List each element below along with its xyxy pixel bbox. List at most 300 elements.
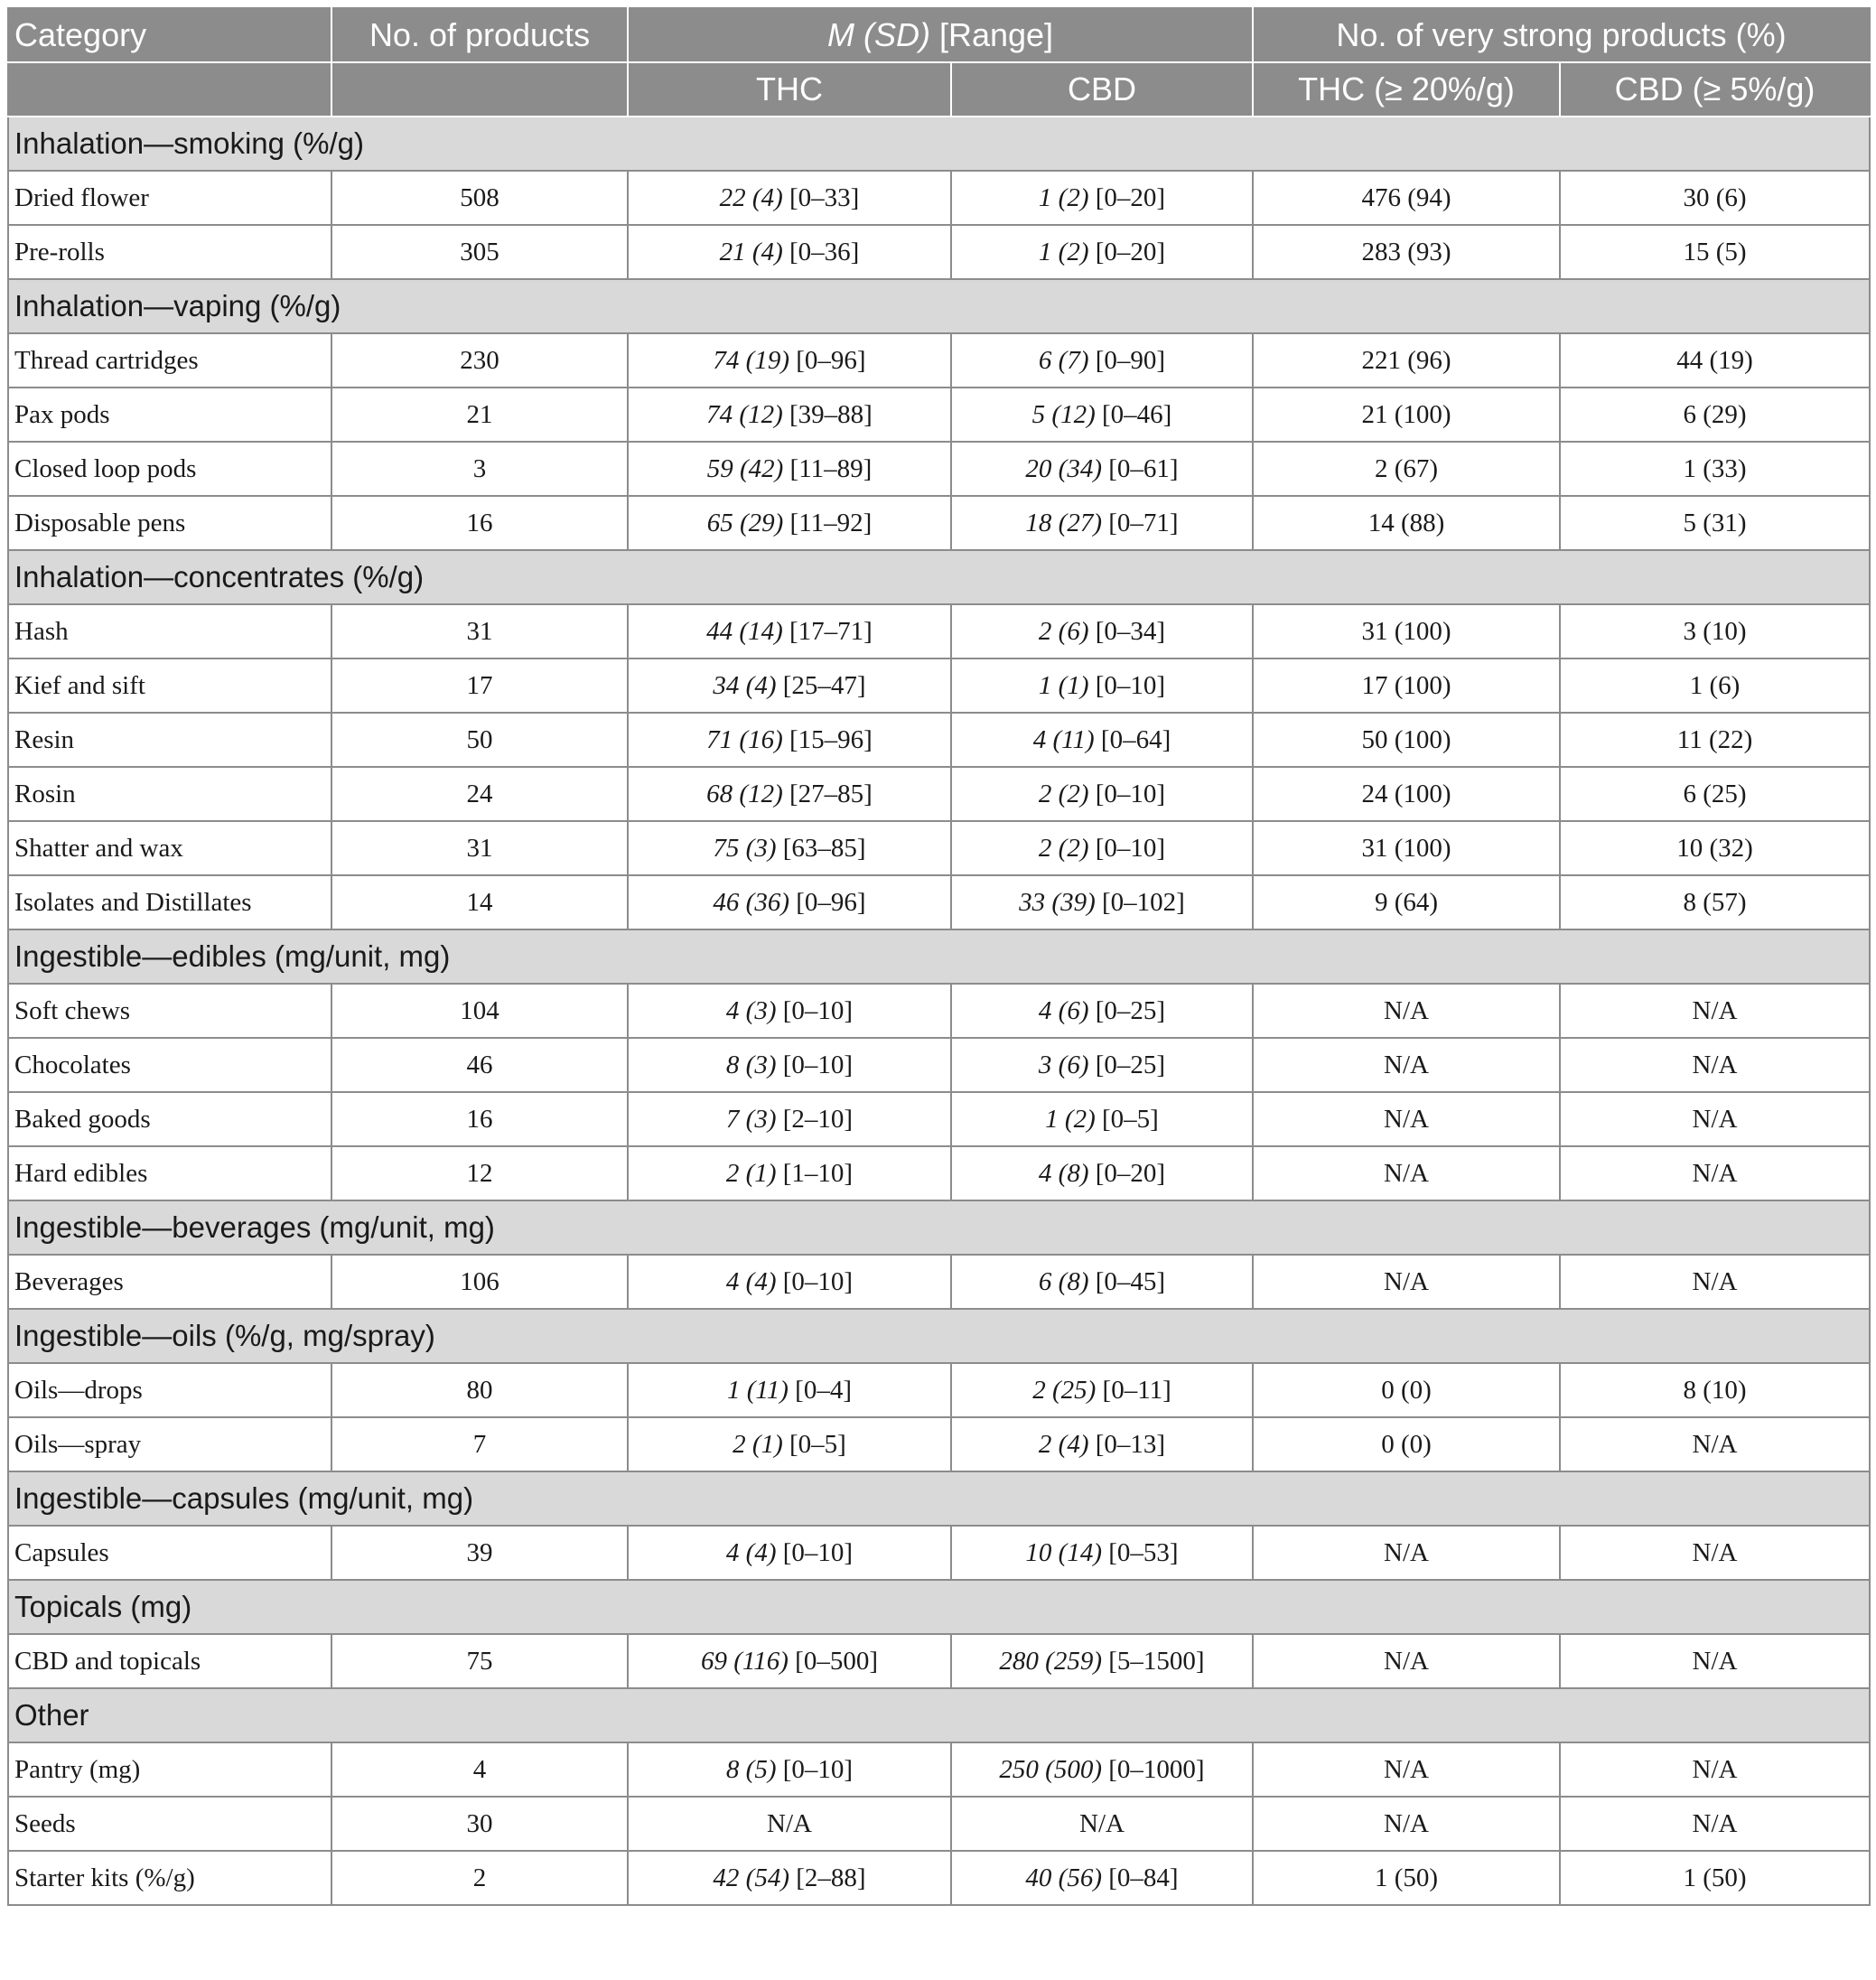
- cbd-mean: 10: [1025, 1537, 1052, 1567]
- section-title: Other: [8, 1688, 1870, 1742]
- thc-strong-cell: N/A: [1253, 1255, 1560, 1309]
- thc-cell: [628, 1146, 951, 1200]
- cbd-sd: (2): [1058, 237, 1089, 266]
- thc-sd: (3): [745, 995, 777, 1025]
- thc-sd: (36): [745, 887, 789, 917]
- table-row: [8, 1634, 1870, 1688]
- cbd-sd: (259): [1045, 1646, 1102, 1676]
- thc-mean: 1: [727, 1375, 741, 1405]
- thc-mean: 8: [725, 1050, 740, 1079]
- count-cell: 31: [331, 604, 628, 658]
- cbd-cell: [951, 1526, 1253, 1580]
- count-cell: 3: [331, 442, 628, 496]
- section-title: Ingestible—edibles (mg/unit, mg): [8, 929, 1870, 984]
- thc-sd: (4): [751, 237, 783, 266]
- cbd-sd: (12): [1051, 399, 1096, 429]
- thc-strong-cell: 283 (93): [1253, 225, 1560, 279]
- count-cell: 17: [331, 658, 628, 713]
- category-cell: Resin: [8, 713, 331, 767]
- cbd-strong-cell: 1 (50): [1560, 1851, 1870, 1905]
- table-row: [8, 333, 1870, 388]
- thc-range: [0–10]: [776, 1266, 854, 1296]
- thc-strong-cell: N/A: [1253, 1742, 1560, 1797]
- cbd-range: [0–25]: [1088, 1050, 1166, 1079]
- thc-sd: (54): [745, 1863, 789, 1892]
- table-row: [8, 1363, 1870, 1417]
- cbd-sd: (500): [1045, 1754, 1102, 1784]
- thc-cell: [628, 713, 951, 767]
- cbd-sd: (1): [1058, 670, 1089, 700]
- header-stats: [628, 8, 1253, 62]
- thc-mean: 59: [706, 453, 733, 483]
- section-row: [8, 117, 1870, 171]
- thc-cell: [628, 658, 951, 713]
- count-cell: 106: [331, 1255, 628, 1309]
- thc-strong-cell: N/A: [1253, 1634, 1560, 1688]
- thc-mean: 65: [706, 508, 733, 537]
- thc-strong-cell: 221 (96): [1253, 333, 1560, 388]
- count-cell: 46: [331, 1038, 628, 1092]
- thc-strong-cell: 31 (100): [1253, 821, 1560, 875]
- section-row: [8, 1688, 1870, 1742]
- count-cell: 14: [331, 875, 628, 929]
- thc-mean: 21: [719, 237, 746, 266]
- count-cell: 508: [331, 171, 628, 225]
- count-cell: 16: [331, 1092, 628, 1146]
- cbd-range: [0–13]: [1088, 1429, 1166, 1459]
- thc-range: [0–33]: [782, 182, 860, 212]
- thc-sd: (16): [739, 724, 783, 754]
- header-very-strong: No. of very strong products (%): [1253, 8, 1870, 62]
- section-row: [8, 1580, 1870, 1634]
- thc-cell: [628, 496, 951, 550]
- header-num-products: No. of products: [331, 8, 628, 62]
- cbd-mean: 1: [1038, 182, 1052, 212]
- cbd-range: [0–20]: [1088, 1158, 1166, 1188]
- thc-mean: 42: [713, 1863, 740, 1892]
- section-title: Inhalation—concentrates (%/g): [8, 550, 1870, 604]
- category-cell: CBD and topicals: [8, 1634, 331, 1688]
- count-cell: 75: [331, 1634, 628, 1688]
- thc-range: [0–10]: [776, 995, 854, 1025]
- thc-mean: 4: [725, 1537, 740, 1567]
- cbd-mean: 2: [1038, 833, 1052, 863]
- cbd-mean: 18: [1025, 508, 1052, 537]
- cbd-strong-cell: N/A: [1560, 1742, 1870, 1797]
- table-row: [8, 1797, 1870, 1851]
- count-cell: 30: [331, 1797, 628, 1851]
- count-cell: 12: [331, 1146, 628, 1200]
- thc-range: [0–96]: [789, 887, 866, 917]
- category-cell: Seeds: [8, 1797, 331, 1851]
- cbd-strong-cell: 6 (25): [1560, 767, 1870, 821]
- cbd-strong-cell: 1 (33): [1560, 442, 1870, 496]
- thc-strong-cell: N/A: [1253, 1038, 1560, 1092]
- thc-mean: 2: [733, 1429, 746, 1459]
- cbd-strong-cell: 8 (10): [1560, 1363, 1870, 1417]
- thc-range: [0–10]: [776, 1050, 854, 1079]
- cbd-range: [0–84]: [1102, 1863, 1179, 1892]
- cbd-strong-cell: 5 (31): [1560, 496, 1870, 550]
- header-cbd-strong: CBD (≥ 5%/g): [1560, 62, 1870, 117]
- table-row: [8, 604, 1870, 658]
- cbd-mean: 250: [999, 1754, 1039, 1784]
- cbd-cell: [951, 1851, 1253, 1905]
- thc-range: [1–10]: [776, 1158, 854, 1188]
- cbd-cell: [951, 388, 1253, 442]
- thc-sd: (5): [745, 1754, 777, 1784]
- section-row: [8, 550, 1870, 604]
- thc-mean: 4: [725, 995, 740, 1025]
- count-cell: 80: [331, 1363, 628, 1417]
- thc-cell: [628, 1851, 951, 1905]
- thc-mean: 74: [706, 399, 733, 429]
- section-row: [8, 929, 1870, 984]
- category-cell: Oils—spray: [8, 1417, 331, 1471]
- cbd-cell: [951, 604, 1253, 658]
- count-cell: 104: [331, 984, 628, 1038]
- cbd-sd: (56): [1058, 1863, 1102, 1892]
- category-cell: Chocolates: [8, 1038, 331, 1092]
- thc-mean: 22: [719, 182, 746, 212]
- cbd-mean: 1: [1045, 1104, 1059, 1134]
- count-cell: 31: [331, 821, 628, 875]
- thc-cell: [628, 1526, 951, 1580]
- cbd-sd: (6): [1058, 1050, 1089, 1079]
- cbd-cell: [951, 1634, 1253, 1688]
- cbd-mean: 1: [1038, 670, 1052, 700]
- table-row: [8, 1255, 1870, 1309]
- thc-strong-cell: N/A: [1253, 1092, 1560, 1146]
- cbd-range: [0–20]: [1088, 182, 1166, 212]
- category-cell: Isolates and Distillates: [8, 875, 331, 929]
- count-cell: 16: [331, 496, 628, 550]
- cbd-strong-cell: 3 (10): [1560, 604, 1870, 658]
- table-row: [8, 1417, 1870, 1471]
- header-category: Category: [8, 8, 331, 62]
- cbd-strong-cell: N/A: [1560, 1526, 1870, 1580]
- thc-range: [0–10]: [776, 1537, 854, 1567]
- cbd-sd: (4): [1058, 1429, 1089, 1459]
- cbd-sd: (6): [1058, 616, 1089, 646]
- header-thc-strong: THC (≥ 20%/g): [1253, 62, 1560, 117]
- cbd-sd: (7): [1058, 345, 1089, 375]
- thc-sd: (3): [745, 833, 777, 863]
- cbd-cell: [951, 984, 1253, 1038]
- thc-range: [0–4]: [788, 1375, 852, 1405]
- cbd-range: [0–46]: [1095, 399, 1172, 429]
- thc-strong-cell: 31 (100): [1253, 604, 1560, 658]
- table-row: [8, 496, 1870, 550]
- count-cell: 230: [331, 333, 628, 388]
- thc-cell: [628, 604, 951, 658]
- cbd-strong-cell: 1 (6): [1560, 658, 1870, 713]
- section-row: [8, 1309, 1870, 1363]
- thc-cell: [628, 1092, 951, 1146]
- category-cell: Disposable pens: [8, 496, 331, 550]
- thc-cell: [628, 875, 951, 929]
- cbd-cell: [951, 1146, 1253, 1200]
- thc-sd: (12): [739, 779, 783, 808]
- cbd-sd: (6): [1058, 995, 1089, 1025]
- cbd-range: [0–45]: [1088, 1266, 1166, 1296]
- cbd-cell: [951, 1363, 1253, 1417]
- cbd-strong-cell: 30 (6): [1560, 171, 1870, 225]
- count-cell: 7: [331, 1417, 628, 1471]
- category-cell: Rosin: [8, 767, 331, 821]
- cbd-range: [0–10]: [1088, 670, 1166, 700]
- thc-sd: (4): [745, 670, 777, 700]
- cbd-strong-cell: N/A: [1560, 1255, 1870, 1309]
- cbd-strong-cell: 8 (57): [1560, 875, 1870, 929]
- table-row: [8, 171, 1870, 225]
- cbd-strong-cell: N/A: [1560, 984, 1870, 1038]
- cbd-mean: 2: [1038, 779, 1052, 808]
- cbd-strong-cell: N/A: [1560, 1797, 1870, 1851]
- potency-table: [7, 7, 1871, 1906]
- section-row: [8, 1471, 1870, 1526]
- section-title: Inhalation—smoking (%/g): [8, 117, 1870, 171]
- section-title: Ingestible—beverages (mg/unit, mg): [8, 1200, 1870, 1255]
- cbd-cell: [951, 1092, 1253, 1146]
- thc-mean: 44: [706, 616, 733, 646]
- thc-sd: (116): [733, 1646, 789, 1676]
- table-row: [8, 875, 1870, 929]
- thc-strong-cell: 1 (50): [1253, 1851, 1560, 1905]
- cbd-mean: 2: [1032, 1375, 1046, 1405]
- cbd-mean: 280: [999, 1646, 1039, 1676]
- table-row: [8, 1742, 1870, 1797]
- thc-strong-cell: 14 (88): [1253, 496, 1560, 550]
- thc-mean: 71: [706, 724, 733, 754]
- category-cell: Hash: [8, 604, 331, 658]
- count-cell: 50: [331, 713, 628, 767]
- cbd-mean: 5: [1031, 399, 1046, 429]
- table-row: [8, 1092, 1870, 1146]
- thc-cell: [628, 442, 951, 496]
- cbd-range: [0–71]: [1102, 508, 1179, 537]
- table-row: [8, 984, 1870, 1038]
- header-blank-1: [8, 62, 331, 117]
- thc-mean: 7: [725, 1104, 740, 1134]
- thc-range: [0–10]: [776, 1754, 854, 1784]
- thc-sd: (4): [751, 182, 783, 212]
- thc-mean: 8: [725, 1754, 740, 1784]
- thc-cell: N/A: [628, 1797, 951, 1851]
- thc-strong-cell: N/A: [1253, 1146, 1560, 1200]
- thc-range: [39–88]: [782, 399, 873, 429]
- cbd-range: [0–53]: [1102, 1537, 1179, 1567]
- cbd-mean: 1: [1038, 237, 1052, 266]
- count-cell: 2: [331, 1851, 628, 1905]
- section-title: Ingestible—oils (%/g, mg/spray): [8, 1309, 1870, 1363]
- category-cell: Hard edibles: [8, 1146, 331, 1200]
- thc-mean: 2: [725, 1158, 740, 1188]
- cbd-range: [0–61]: [1102, 453, 1179, 483]
- category-cell: Beverages: [8, 1255, 331, 1309]
- cbd-cell: [951, 658, 1253, 713]
- thc-range: [2–10]: [776, 1104, 854, 1134]
- thc-strong-cell: 24 (100): [1253, 767, 1560, 821]
- cbd-sd: (34): [1058, 453, 1102, 483]
- table-row: [8, 658, 1870, 713]
- cbd-sd: (11): [1052, 724, 1095, 754]
- cbd-sd: (2): [1064, 1104, 1096, 1134]
- cbd-cell: [951, 333, 1253, 388]
- cbd-mean: 6: [1038, 345, 1052, 375]
- category-cell: Shatter and wax: [8, 821, 331, 875]
- cbd-cell: [951, 1742, 1253, 1797]
- cbd-mean: 33: [1019, 887, 1046, 917]
- cbd-cell: [951, 767, 1253, 821]
- header-thc: THC: [628, 62, 951, 117]
- cbd-sd: (2): [1058, 182, 1089, 212]
- category-cell: Thread cartridges: [8, 333, 331, 388]
- cbd-sd: (14): [1058, 1537, 1102, 1567]
- cbd-range: [0–1000]: [1102, 1754, 1205, 1784]
- thc-range: [17–71]: [782, 616, 873, 646]
- cbd-range: [0–10]: [1088, 833, 1166, 863]
- table-row: [8, 713, 1870, 767]
- thc-strong-cell: 50 (100): [1253, 713, 1560, 767]
- category-cell: Pax pods: [8, 388, 331, 442]
- thc-range: [11–89]: [783, 453, 873, 483]
- cbd-sd: (2): [1058, 779, 1089, 808]
- cbd-strong-cell: 6 (29): [1560, 388, 1870, 442]
- thc-cell: [628, 1038, 951, 1092]
- header-cbd: CBD: [951, 62, 1253, 117]
- category-cell: Starter kits (%/g): [8, 1851, 331, 1905]
- thc-range: [0–500]: [788, 1646, 878, 1676]
- thc-range: [0–5]: [782, 1429, 846, 1459]
- cbd-sd: (8): [1058, 1158, 1089, 1188]
- thc-sd: (1): [751, 1429, 783, 1459]
- count-cell: 305: [331, 225, 628, 279]
- cbd-cell: [951, 442, 1253, 496]
- table-row: [8, 767, 1870, 821]
- thc-sd: (14): [739, 616, 783, 646]
- thc-mean: 69: [701, 1646, 727, 1676]
- cbd-range: [5–1500]: [1102, 1646, 1205, 1676]
- cbd-strong-cell: N/A: [1560, 1092, 1870, 1146]
- cbd-sd: (27): [1058, 508, 1102, 537]
- table-row: [8, 821, 1870, 875]
- thc-strong-cell: N/A: [1253, 1797, 1560, 1851]
- cbd-mean: 4: [1038, 995, 1052, 1025]
- thc-cell: [628, 171, 951, 225]
- thc-strong-cell: 0 (0): [1253, 1363, 1560, 1417]
- cbd-strong-cell: 44 (19): [1560, 333, 1870, 388]
- cbd-cell: [951, 1255, 1253, 1309]
- cbd-mean: 2: [1038, 616, 1052, 646]
- cbd-range: [0–34]: [1088, 616, 1166, 646]
- thc-strong-cell: 17 (100): [1253, 658, 1560, 713]
- thc-range: [15–96]: [782, 724, 873, 754]
- section-title: Topicals (mg): [8, 1580, 1870, 1634]
- cbd-mean: 2: [1038, 1429, 1052, 1459]
- thc-strong-cell: N/A: [1253, 1526, 1560, 1580]
- thc-mean: 34: [713, 670, 740, 700]
- thc-strong-cell: 9 (64): [1253, 875, 1560, 929]
- cbd-sd: (25): [1051, 1375, 1097, 1405]
- thc-cell: [628, 984, 951, 1038]
- category-cell: Soft chews: [8, 984, 331, 1038]
- category-cell: Baked goods: [8, 1092, 331, 1146]
- cbd-range: [0–20]: [1088, 237, 1166, 266]
- thc-mean: 4: [725, 1266, 740, 1296]
- thc-sd: (3): [745, 1104, 777, 1134]
- thc-cell: [628, 1742, 951, 1797]
- thc-strong-cell: 0 (0): [1253, 1417, 1560, 1471]
- thc-range: [63–85]: [776, 833, 866, 863]
- thc-range: [0–36]: [782, 237, 860, 266]
- cbd-range: [0–10]: [1088, 779, 1166, 808]
- cbd-strong-cell: 15 (5): [1560, 225, 1870, 279]
- thc-strong-cell: 476 (94): [1253, 171, 1560, 225]
- thc-cell: [628, 1634, 951, 1688]
- thc-sd: (42): [739, 453, 784, 483]
- count-cell: 39: [331, 1526, 628, 1580]
- thc-cell: [628, 1255, 951, 1309]
- cbd-sd: (2): [1058, 833, 1089, 863]
- table-row: [8, 225, 1870, 279]
- cbd-strong-cell: N/A: [1560, 1634, 1870, 1688]
- thc-sd: (11): [746, 1375, 789, 1405]
- cbd-mean: 40: [1025, 1863, 1052, 1892]
- thc-cell: [628, 1417, 951, 1471]
- count-cell: 24: [331, 767, 628, 821]
- category-cell: Pantry (mg): [8, 1742, 331, 1797]
- count-cell: 21: [331, 388, 628, 442]
- cbd-range: [0–11]: [1096, 1375, 1171, 1405]
- category-cell: Pre-rolls: [8, 225, 331, 279]
- table-row: [8, 1146, 1870, 1200]
- header-row-2: [8, 62, 1870, 117]
- thc-mean: 68: [706, 779, 733, 808]
- thc-mean: 74: [713, 345, 740, 375]
- thc-range: [25–47]: [776, 670, 866, 700]
- cbd-sd: (39): [1051, 887, 1096, 917]
- thc-sd: (4): [745, 1537, 777, 1567]
- cbd-range: [0–102]: [1095, 887, 1185, 917]
- table-body: [8, 117, 1870, 1905]
- thc-mean: 75: [713, 833, 740, 863]
- cbd-cell: [951, 1417, 1253, 1471]
- thc-strong-cell: 2 (67): [1253, 442, 1560, 496]
- header-stats-range: [Range]: [929, 16, 1054, 53]
- thc-cell: [628, 333, 951, 388]
- cbd-strong-cell: N/A: [1560, 1417, 1870, 1471]
- cbd-cell: [951, 713, 1253, 767]
- table-row: [8, 388, 1870, 442]
- section-row: [8, 1200, 1870, 1255]
- cbd-range: [0–64]: [1094, 724, 1171, 754]
- table-row: [8, 442, 1870, 496]
- table-row: [8, 1851, 1870, 1905]
- cbd-mean: 4: [1032, 724, 1047, 754]
- thc-cell: [628, 225, 951, 279]
- section-title: Inhalation—vaping (%/g): [8, 279, 1870, 333]
- cbd-cell: [951, 496, 1253, 550]
- table-row: [8, 1038, 1870, 1092]
- thc-range: [11–92]: [783, 508, 873, 537]
- thc-mean: 46: [713, 887, 740, 917]
- cbd-range: [0–5]: [1095, 1104, 1159, 1134]
- header-row-1: [8, 8, 1870, 62]
- cbd-strong-cell: 10 (32): [1560, 821, 1870, 875]
- cbd-sd: (8): [1058, 1266, 1089, 1296]
- cbd-cell: [951, 821, 1253, 875]
